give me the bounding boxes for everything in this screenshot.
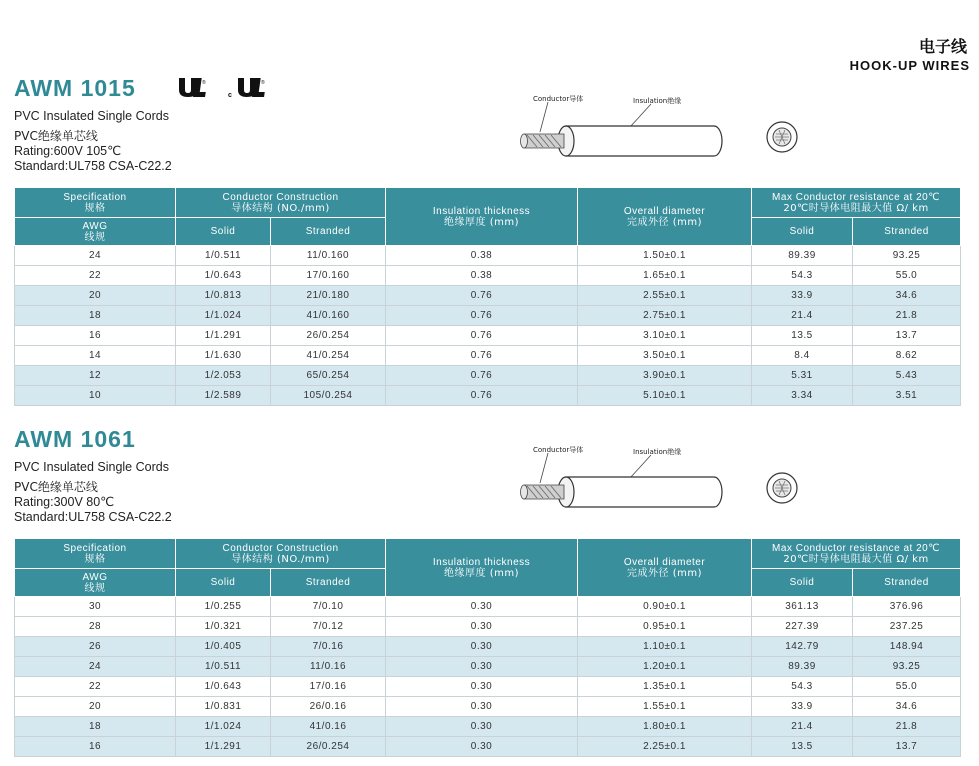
table-cell: 17/0.16	[271, 677, 386, 697]
table-cell: 1.65±0.1	[578, 266, 752, 286]
table-cell: 1/0.643	[176, 266, 271, 286]
table-cell: 7/0.16	[271, 637, 386, 657]
wire-cross-section-icon	[766, 121, 798, 158]
table-cell: 2.25±0.1	[578, 737, 752, 757]
resistance-solid-header: Solid	[752, 569, 853, 597]
table-cell: 13.5	[752, 737, 853, 757]
table-cell: 26/0.16	[271, 697, 386, 717]
table-cell: 1/0.321	[176, 617, 271, 637]
product-title: AWM 1015	[14, 75, 136, 101]
awg-header: AWG 线规	[15, 218, 176, 246]
table-cell: 17/0.160	[271, 266, 386, 286]
table-cell: 30	[15, 597, 176, 617]
table-cell: 0.38	[386, 246, 578, 266]
table-cell: 24	[15, 657, 176, 677]
table-cell: 93.25	[853, 246, 961, 266]
table-cell: 11/0.16	[271, 657, 386, 677]
table-row	[15, 346, 961, 366]
table-row	[15, 366, 961, 386]
table-cell: 0.38	[386, 266, 578, 286]
resistance-header: Max Conductor resistance at 20℃ 20℃时导体电阻最大值 Ω/ km	[752, 539, 961, 569]
table-cell: 148.94	[853, 637, 961, 657]
table-cell: 65/0.254	[271, 366, 386, 386]
table-cell: 0.30	[386, 697, 578, 717]
table-cell: 237.25	[853, 617, 961, 637]
ul-recognized-logo	[175, 76, 209, 98]
table-cell: 34.6	[853, 697, 961, 717]
spec-table	[14, 187, 961, 406]
table-cell: 26	[15, 637, 176, 657]
product-desc-line: PVC绝缘单芯线	[14, 129, 98, 143]
table-cell: 1/2.589	[176, 386, 271, 406]
table-cell: 1/1.024	[176, 717, 271, 737]
table-cell: 142.79	[752, 637, 853, 657]
table-cell: 0.76	[386, 346, 578, 366]
table-cell: 21.8	[853, 306, 961, 326]
insulation-header: Insulation thickness 绝缘厚度 (mm)	[386, 188, 578, 246]
table-cell: 41/0.16	[271, 717, 386, 737]
conductor-header: Conductor Construction 导体结构 (NO./mm)	[176, 539, 386, 569]
resistance-solid-header: Solid	[752, 218, 853, 246]
table-cell: 1.55±0.1	[578, 697, 752, 717]
table-cell: 54.3	[752, 266, 853, 286]
table-cell: 7/0.12	[271, 617, 386, 637]
table-cell: 1/0.511	[176, 246, 271, 266]
table-cell: 33.9	[752, 697, 853, 717]
table-cell: 14	[15, 346, 176, 366]
table-cell: 0.30	[386, 657, 578, 677]
product-desc-line: Rating:300V 80℃	[14, 495, 115, 509]
product-desc-line: Rating:600V 105℃	[14, 144, 122, 158]
table-cell: 26/0.254	[271, 737, 386, 757]
table-row	[15, 697, 961, 717]
table-cell: 18	[15, 717, 176, 737]
table-cell: 1/1.024	[176, 306, 271, 326]
table-cell: 1/2.053	[176, 366, 271, 386]
table-cell: 24	[15, 246, 176, 266]
table-cell: 5.31	[752, 366, 853, 386]
resistance-stranded-header: Stranded	[853, 218, 961, 246]
table-cell: 0.30	[386, 737, 578, 757]
product-desc-line: PVC Insulated Single Cords	[14, 460, 169, 474]
product-title: AWM 1061	[14, 426, 136, 452]
table-cell: 10	[15, 386, 176, 406]
insulation-label: Insulation绝缘	[633, 448, 682, 456]
table-cell: 13.7	[853, 737, 961, 757]
table-row	[15, 386, 961, 406]
table-row	[15, 326, 961, 346]
table-cell: 2.55±0.1	[578, 286, 752, 306]
table-cell: 34.6	[853, 286, 961, 306]
table-cell: 21.4	[752, 306, 853, 326]
table-row	[15, 737, 961, 757]
cul-recognized-logo	[228, 76, 268, 98]
table-cell: 1.50±0.1	[578, 246, 752, 266]
table-cell: 12	[15, 366, 176, 386]
conductor-label: Conductor导体	[533, 446, 584, 454]
table-cell: 1/1.291	[176, 326, 271, 346]
table-row	[15, 617, 961, 637]
table-cell: 1.20±0.1	[578, 657, 752, 677]
table-cell: 8.62	[853, 346, 961, 366]
table-row	[15, 637, 961, 657]
product-section-awm1015	[0, 70, 979, 400]
table-cell: 18	[15, 306, 176, 326]
table-row	[15, 266, 961, 286]
table-cell: 0.76	[386, 386, 578, 406]
table-cell: 13.5	[752, 326, 853, 346]
table-cell: 376.96	[853, 597, 961, 617]
resistance-stranded-header: Stranded	[853, 569, 961, 597]
table-cell: 361.13	[752, 597, 853, 617]
table-row	[15, 286, 961, 306]
table-cell: 3.90±0.1	[578, 366, 752, 386]
svg-text:®: ®	[202, 80, 206, 86]
table-cell: 41/0.254	[271, 346, 386, 366]
table-cell: 0.95±0.1	[578, 617, 752, 637]
table-cell: 2.75±0.1	[578, 306, 752, 326]
product-desc-line: PVC Insulated Single Cords	[14, 109, 169, 123]
table-cell: 54.3	[752, 677, 853, 697]
table-cell: 21/0.180	[271, 286, 386, 306]
solid-header: Solid	[176, 569, 271, 597]
table-row	[15, 597, 961, 617]
table-row	[15, 246, 961, 266]
table-cell: 0.90±0.1	[578, 597, 752, 617]
table-cell: 3.10±0.1	[578, 326, 752, 346]
product-section-awm1061	[0, 421, 979, 751]
svg-text:®: ®	[261, 80, 265, 86]
insulation-header: Insulation thickness 绝缘厚度 (mm)	[386, 539, 578, 597]
catalog-title-en: HOOK-UP WIRES	[849, 58, 970, 73]
spec-header: Specification 规格	[15, 188, 176, 218]
table-cell: 0.76	[386, 366, 578, 386]
table-cell: 0.30	[386, 637, 578, 657]
table-cell: 5.10±0.1	[578, 386, 752, 406]
spec-header: Specification 规格	[15, 539, 176, 569]
table-cell: 8.4	[752, 346, 853, 366]
table-cell: 227.39	[752, 617, 853, 637]
product-desc-line: PVC绝缘单芯线	[14, 480, 98, 494]
catalog-title-cn: 电子线	[918, 37, 967, 56]
table-cell: 5.43	[853, 366, 961, 386]
table-cell: 55.0	[853, 677, 961, 697]
table-cell: 1/1.630	[176, 346, 271, 366]
table-cell: 3.51	[853, 386, 961, 406]
table-cell: 13.7	[853, 326, 961, 346]
conductor-label: Conductor导体	[533, 95, 584, 103]
conductor-header: Conductor Construction 导体结构 (NO./mm)	[176, 188, 386, 218]
table-cell: 0.30	[386, 717, 578, 737]
table-cell: 3.34	[752, 386, 853, 406]
stranded-header: Stranded	[271, 218, 386, 246]
table-cell: 1.10±0.1	[578, 637, 752, 657]
table-cell: 1/0.831	[176, 697, 271, 717]
table-cell: 0.30	[386, 597, 578, 617]
table-cell: 11/0.160	[271, 246, 386, 266]
resistance-header: Max Conductor resistance at 20℃ 20℃时导体电阻最大值 Ω/ km	[752, 188, 961, 218]
table-cell: 55.0	[853, 266, 961, 286]
table-cell: 93.25	[853, 657, 961, 677]
table-cell: 28	[15, 617, 176, 637]
table-cell: 0.30	[386, 677, 578, 697]
table-cell: 1.35±0.1	[578, 677, 752, 697]
svg-text:c: c	[228, 92, 232, 98]
wire-cutaway-illustration	[518, 90, 733, 175]
wire-cutaway-illustration	[518, 441, 733, 526]
stranded-header: Stranded	[271, 569, 386, 597]
wire-cross-section-icon	[766, 472, 798, 509]
table-cell: 1/0.511	[176, 657, 271, 677]
diameter-header: Overall diameter 完成外径 (mm)	[578, 188, 752, 246]
table-cell: 0.30	[386, 617, 578, 637]
diameter-header: Overall diameter 完成外径 (mm)	[578, 539, 752, 597]
table-cell: 1.80±0.1	[578, 717, 752, 737]
table-cell: 7/0.10	[271, 597, 386, 617]
product-desc-line: Standard:UL758 CSA-C22.2	[14, 159, 172, 173]
table-cell: 21.8	[853, 717, 961, 737]
table-cell: 26/0.254	[271, 326, 386, 346]
table-row	[15, 717, 961, 737]
table-cell: 20	[15, 286, 176, 306]
table-cell: 1/1.291	[176, 737, 271, 757]
table-cell: 22	[15, 677, 176, 697]
table-cell: 33.9	[752, 286, 853, 306]
table-cell: 16	[15, 326, 176, 346]
table-cell: 105/0.254	[271, 386, 386, 406]
table-cell: 1/0.643	[176, 677, 271, 697]
table-cell: 89.39	[752, 246, 853, 266]
table-cell: 3.50±0.1	[578, 346, 752, 366]
table-row	[15, 657, 961, 677]
table-cell: 1/0.405	[176, 637, 271, 657]
table-cell: 1/0.255	[176, 597, 271, 617]
table-cell: 0.76	[386, 286, 578, 306]
awg-header: AWG 线规	[15, 569, 176, 597]
table-cell: 1/0.813	[176, 286, 271, 306]
solid-header: Solid	[176, 218, 271, 246]
table-cell: 0.76	[386, 306, 578, 326]
table-row	[15, 677, 961, 697]
table-cell: 21.4	[752, 717, 853, 737]
insulation-label: Insulation绝缘	[633, 97, 682, 105]
table-cell: 16	[15, 737, 176, 757]
table-cell: 0.76	[386, 326, 578, 346]
spec-table	[14, 538, 961, 757]
table-row	[15, 306, 961, 326]
table-cell: 41/0.160	[271, 306, 386, 326]
table-cell: 89.39	[752, 657, 853, 677]
table-cell: 20	[15, 697, 176, 717]
table-cell: 22	[15, 266, 176, 286]
product-desc-line: Standard:UL758 CSA-C22.2	[14, 510, 172, 524]
